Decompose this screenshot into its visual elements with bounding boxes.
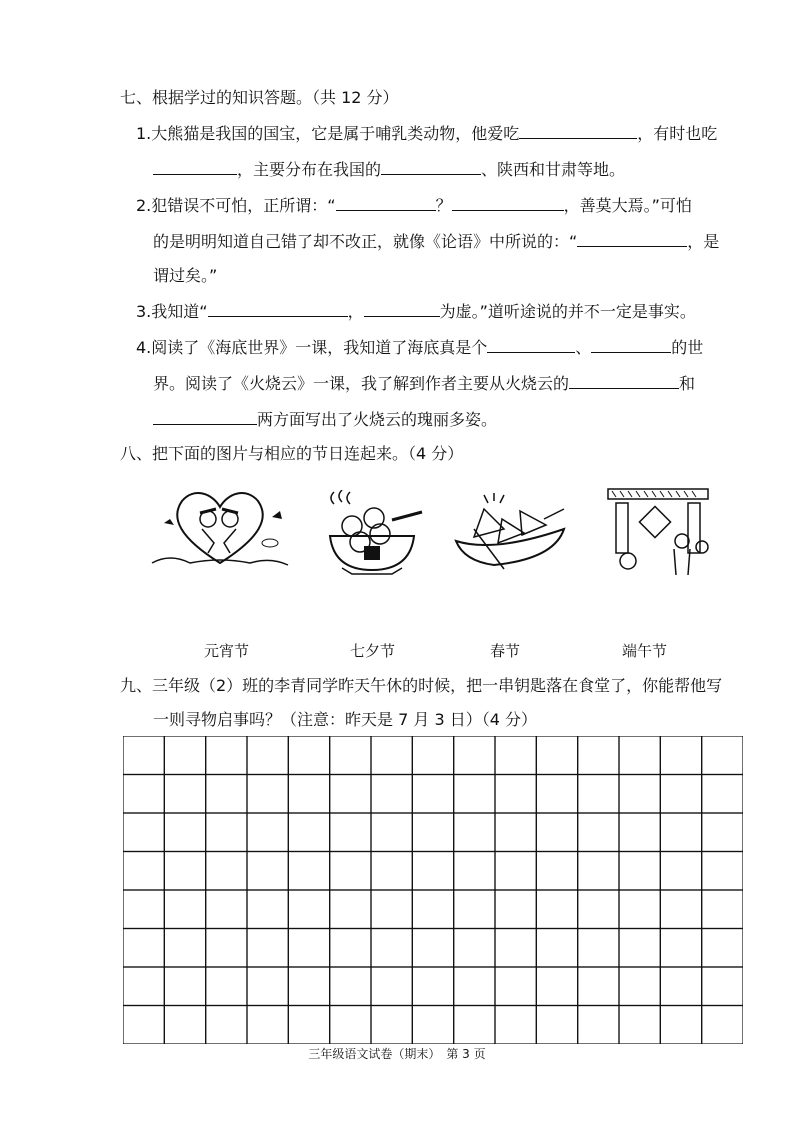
q1-text-d: 、陕西和甘肃等地。	[481, 160, 626, 179]
grid-cell[interactable]	[495, 890, 536, 929]
section-9-title-line-2: 一则寻物启事吗？（注意：昨天是 7 月 3 日）（4 分）	[153, 710, 537, 729]
question-2-line-1	[136, 196, 692, 216]
q2-blank-3[interactable]	[577, 232, 687, 247]
grid-cell[interactable]	[206, 1006, 247, 1045]
grid-cell[interactable]	[578, 890, 619, 929]
grid-cell[interactable]	[660, 813, 701, 852]
question-3-line	[136, 302, 696, 322]
q4-blank-3[interactable]	[569, 374, 679, 389]
grid-cell[interactable]	[330, 813, 371, 852]
grid-cell[interactable]	[123, 775, 164, 814]
grid-cell[interactable]	[536, 890, 577, 929]
q3-number: 3.	[136, 302, 152, 321]
grid-cell[interactable]	[578, 929, 619, 968]
grid-cell[interactable]	[371, 967, 412, 1006]
grid-cell[interactable]	[619, 775, 660, 814]
q1-blank-2[interactable]	[153, 160, 237, 175]
grid-cell[interactable]	[371, 852, 412, 891]
grid-cell[interactable]	[412, 852, 453, 891]
question-2-line-2	[153, 232, 719, 252]
section-8-title: 八、把下面的图片与相应的节日连起来。（4 分）	[120, 444, 464, 463]
grid-cell[interactable]	[247, 929, 288, 968]
grid-cell[interactable]	[330, 967, 371, 1006]
dragon-boat-icon	[454, 489, 569, 574]
grid-cell[interactable]	[330, 736, 371, 775]
grid-cell[interactable]	[330, 852, 371, 891]
grid-cell[interactable]	[619, 967, 660, 1006]
festival-label: 七夕节	[350, 642, 396, 660]
grid-cell[interactable]	[371, 890, 412, 929]
grid-cell[interactable]	[578, 736, 619, 775]
grid-cell[interactable]	[578, 967, 619, 1006]
grid-cell[interactable]	[702, 736, 743, 775]
grid-cell[interactable]	[123, 890, 164, 929]
grid-cell[interactable]	[454, 813, 495, 852]
grid-cell[interactable]	[123, 967, 164, 1006]
q2-text-b: ？	[435, 196, 452, 215]
question-4-line-3	[153, 410, 497, 430]
grid-cell[interactable]	[454, 890, 495, 929]
grid-cell[interactable]	[412, 1006, 453, 1045]
grid-cell[interactable]	[412, 890, 453, 929]
grid-cell[interactable]	[619, 736, 660, 775]
question-4-line-1	[136, 338, 703, 358]
grid-cell[interactable]	[247, 967, 288, 1006]
grid-cell[interactable]	[247, 813, 288, 852]
grid-cell[interactable]	[619, 852, 660, 891]
question-4-line-2	[153, 374, 695, 394]
grid-cell[interactable]	[288, 852, 329, 891]
grid-cell[interactable]	[702, 967, 743, 1006]
grid-cell[interactable]	[206, 775, 247, 814]
grid-cell[interactable]	[164, 736, 205, 775]
q4-blank-1[interactable]	[487, 338, 575, 353]
grid-cell[interactable]	[495, 775, 536, 814]
grid-cell[interactable]	[330, 929, 371, 968]
q4-number: 4.	[136, 338, 152, 357]
q1-blank-3[interactable]	[381, 160, 481, 175]
q4-text-d: 界。阅读了《火烧云》一课，我了解到作者主要从火烧云的	[153, 374, 570, 393]
festival-label: 春节	[490, 642, 521, 660]
grid-cell[interactable]	[702, 1006, 743, 1045]
grid-cell[interactable]	[454, 929, 495, 968]
q4-text-f: 两方面写出了火烧云的瑰丽多姿。	[257, 410, 498, 429]
grid-cell[interactable]	[123, 852, 164, 891]
grid-cell[interactable]	[454, 967, 495, 1006]
grid-cell[interactable]	[288, 775, 329, 814]
q4-blank-4[interactable]	[153, 410, 257, 425]
grid-cell[interactable]	[412, 813, 453, 852]
grid-cell[interactable]	[702, 929, 743, 968]
grid-cell[interactable]	[660, 775, 701, 814]
grid-cell[interactable]	[164, 967, 205, 1006]
grid-cell[interactable]	[288, 813, 329, 852]
grid-cell[interactable]	[536, 736, 577, 775]
grid-cell[interactable]	[619, 1006, 660, 1045]
grid-cell[interactable]	[619, 929, 660, 968]
q2-blank-1[interactable]	[336, 196, 436, 211]
grid-cell[interactable]	[536, 775, 577, 814]
grid-cell[interactable]	[536, 1006, 577, 1045]
grid-cell[interactable]	[454, 1006, 495, 1045]
q3-blank-2[interactable]	[364, 302, 440, 317]
spring-couplets-icon	[604, 485, 714, 577]
grid-cell[interactable]	[371, 736, 412, 775]
q2-number: 2.	[136, 196, 152, 215]
q2-blank-2[interactable]	[452, 196, 564, 211]
grid-cell[interactable]	[536, 967, 577, 1006]
section-7-title: 七、根据学过的知识答题。（共 12 分）	[120, 88, 399, 107]
festival-label: 端午节	[622, 642, 668, 660]
grid-cell[interactable]	[288, 967, 329, 1006]
grid-cell[interactable]	[536, 852, 577, 891]
grid-cell[interactable]	[454, 775, 495, 814]
grid-cell[interactable]	[578, 775, 619, 814]
grid-cell[interactable]	[123, 736, 164, 775]
grid-cell[interactable]	[247, 852, 288, 891]
grid-cell[interactable]	[123, 813, 164, 852]
grid-cell[interactable]	[164, 775, 205, 814]
grid-cell[interactable]	[578, 1006, 619, 1045]
q3-blank-1[interactable]	[208, 302, 348, 317]
q4-text-a: 阅读了《海底世界》一课，我知道了海底真是个	[151, 338, 488, 357]
grid-cell[interactable]	[702, 813, 743, 852]
section-9-title: 九、三年级（2）班的李青同学昨天午休的时候，把一串钥匙落在食堂了，你能帮他写	[120, 676, 723, 695]
q1-text-c: ，主要分布在我国的	[237, 160, 382, 179]
grid-cell[interactable]	[288, 1006, 329, 1045]
grid-cell[interactable]	[660, 929, 701, 968]
grid-cell[interactable]	[123, 1006, 164, 1045]
grid-cell[interactable]	[164, 1006, 205, 1045]
q4-text-e: 和	[679, 374, 696, 393]
grid-cell[interactable]	[330, 890, 371, 929]
grid-cell[interactable]	[330, 775, 371, 814]
grid-cell[interactable]	[206, 890, 247, 929]
grid-cell[interactable]	[164, 813, 205, 852]
grid-cell[interactable]	[660, 1006, 701, 1045]
q1-number: 1.	[136, 124, 152, 143]
grid-cell[interactable]	[206, 967, 247, 1006]
grid-cell[interactable]	[702, 775, 743, 814]
q4-blank-2[interactable]	[591, 338, 671, 353]
grid-cell[interactable]	[288, 929, 329, 968]
grid-cell[interactable]	[578, 852, 619, 891]
grid-cell[interactable]	[288, 736, 329, 775]
q4-text-c: 的世	[671, 338, 704, 357]
grid-cell[interactable]	[371, 1006, 412, 1045]
grid-cell[interactable]	[412, 929, 453, 968]
grid-cell[interactable]	[412, 775, 453, 814]
q2-text-e: ，是	[687, 232, 720, 251]
tangyuan-bowl-icon	[322, 490, 432, 575]
q1-blank-1[interactable]	[519, 124, 637, 139]
grid-cell[interactable]	[123, 929, 164, 968]
grid-cell[interactable]	[578, 813, 619, 852]
grid-cell[interactable]	[660, 967, 701, 1006]
grid-cell[interactable]	[247, 736, 288, 775]
grid-cell[interactable]	[247, 1006, 288, 1045]
grid-cell[interactable]	[660, 852, 701, 891]
grid-cell[interactable]	[206, 929, 247, 968]
q3-text-b: ，	[347, 302, 364, 321]
grid-cell[interactable]	[454, 852, 495, 891]
grid-cell[interactable]	[371, 813, 412, 852]
grid-cell[interactable]	[164, 890, 205, 929]
grid-cell[interactable]	[536, 929, 577, 968]
couple-heart-icon	[150, 483, 290, 578]
q2-text-c: ，善莫大焉。”可怕	[563, 196, 692, 215]
writing-grid[interactable]	[123, 736, 743, 1044]
festival-label: 元宵节	[204, 642, 250, 660]
grid-cell[interactable]	[412, 736, 453, 775]
q4-text-b: 、	[575, 338, 592, 357]
grid-cell[interactable]	[247, 775, 288, 814]
grid-cell[interactable]	[619, 890, 660, 929]
grid-cell[interactable]	[371, 929, 412, 968]
grid-cell[interactable]	[206, 852, 247, 891]
grid-cell[interactable]	[495, 736, 536, 775]
grid-cell[interactable]	[412, 967, 453, 1006]
grid-cell[interactable]	[495, 852, 536, 891]
question-1-line-1	[136, 124, 717, 144]
grid-cell[interactable]	[495, 813, 536, 852]
grid-cell[interactable]	[330, 1006, 371, 1045]
q1-text-a: 大熊猫是我国的国宝，它是属于哺乳类动物，他爱吃	[151, 124, 520, 143]
q3-text-c: 为虚。”道听途说的并不一定是事实。	[439, 302, 696, 321]
grid-cell[interactable]	[702, 852, 743, 891]
q2-text-a: 犯错误不可怕，正所谓：“	[151, 196, 336, 215]
question-2-line-3: 谓过矣。”	[153, 266, 218, 285]
grid-cell[interactable]	[164, 852, 205, 891]
q3-text-a: 我知道“	[151, 302, 208, 321]
grid-cell[interactable]	[206, 736, 247, 775]
grid-cell[interactable]	[495, 1006, 536, 1045]
grid-cell[interactable]	[619, 813, 660, 852]
grid-cell[interactable]	[660, 890, 701, 929]
grid-cell[interactable]	[288, 890, 329, 929]
grid-cell[interactable]	[247, 890, 288, 929]
grid-cell[interactable]	[371, 775, 412, 814]
grid-cell[interactable]	[536, 813, 577, 852]
grid-cell[interactable]	[660, 736, 701, 775]
grid-cell[interactable]	[206, 813, 247, 852]
grid-cell[interactable]	[454, 736, 495, 775]
page-footer: 三年级语文试卷（期末） 第 3 页	[308, 1047, 486, 1061]
question-1-line-2	[153, 160, 625, 180]
grid-cell[interactable]	[495, 929, 536, 968]
q1-text-b: ，有时也吃	[637, 124, 718, 143]
grid-cell[interactable]	[495, 967, 536, 1006]
grid-cell[interactable]	[702, 890, 743, 929]
grid-cell[interactable]	[164, 929, 205, 968]
q2-text-d: 的是明明知道自己错了却不改正，就像《论语》中所说的：“	[153, 232, 578, 251]
